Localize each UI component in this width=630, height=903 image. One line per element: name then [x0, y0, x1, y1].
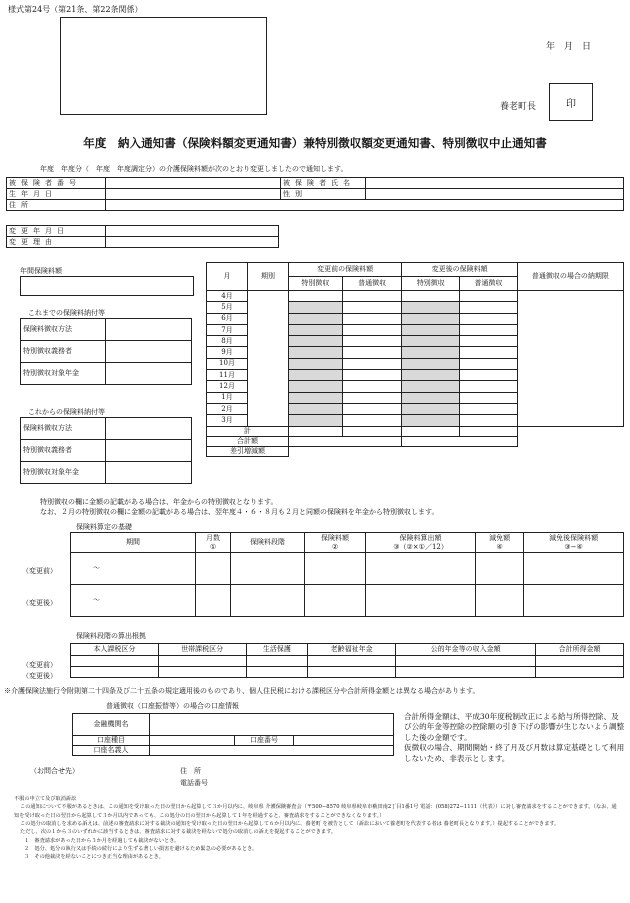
address-value [106, 200, 624, 211]
address-window [60, 17, 267, 115]
period-header: 期別 [248, 263, 289, 291]
income-after-cell [158, 667, 246, 678]
sex-value [366, 189, 624, 200]
before-special-cell [288, 415, 342, 426]
after-special-cell [402, 336, 460, 347]
total-blank [517, 426, 623, 436]
account-holder-value [150, 746, 394, 756]
grand-total-blank [517, 436, 623, 446]
before-special-cell [288, 381, 342, 392]
before-ordinary-cell [342, 392, 402, 403]
income-header: 生活保護 [246, 644, 308, 656]
after-ordinary-cell [460, 403, 518, 414]
income-header: 合計所得金額 [536, 644, 624, 656]
before-special-cell [288, 302, 342, 313]
appeal-paragraph-1: この通知について不服があるときは、この通知を受け取った日の翌日から起算して３か月以内に、岐阜県 介護保険審査会（〒500−8570 岐阜県岐阜市薮田南2丁目1番1号 電話：(058)272−1111（代表））に対し審査請求をすることができます。（なお、通知を受け取った日の翌日から起算して３か月以内であっても、この処分の日の翌日から起算して１年を経過すると、審査請求をすることができなくなります。） [14, 804, 617, 819]
after-special-cell [402, 302, 460, 313]
month-label: 4月 [207, 291, 248, 302]
income-after-cell [536, 667, 624, 678]
seal-stamp [549, 83, 593, 121]
grand-total-label: 合計額 [207, 436, 289, 446]
after-method-label: 保険料徴収方法 [21, 418, 106, 440]
basis-after-cell [196, 585, 231, 617]
income-header: 世帯課税区分 [158, 644, 246, 656]
before-ordinary-cell [342, 403, 402, 414]
month-label: 2月 [207, 403, 248, 414]
change-reason-value [106, 237, 279, 248]
bank-info-table [72, 713, 394, 756]
before-special-cell [288, 358, 342, 369]
period-cell [248, 291, 289, 427]
after-pension-label: 特別徴収対象年金 [21, 462, 106, 484]
before-ordinary-cell [342, 291, 402, 302]
seal-text: 印 [566, 98, 576, 110]
account-type-value [150, 736, 235, 746]
before-pension-value [106, 363, 192, 385]
month-header: 月 [207, 263, 248, 291]
account-type-label: 口座種目 [73, 736, 150, 746]
issue-date: 年 月 日 [546, 42, 592, 52]
after-special-cell [402, 324, 460, 335]
month-label: 7月 [207, 324, 248, 335]
before-ordinary-cell [342, 324, 402, 335]
after-pension-value [106, 462, 192, 484]
income-header: 老齢福祉年金 [308, 644, 396, 656]
after-special-cell [402, 358, 460, 369]
after-obligor-value [106, 440, 192, 462]
income-heading: 保険料段階の算出根拠 [76, 632, 146, 640]
basis-header: 減免額 ④ [476, 533, 524, 553]
account-number-value [294, 736, 394, 746]
account-holder-label: 口座名義人 [73, 746, 150, 756]
basis-row-before-label: （変更前） [22, 567, 57, 575]
after-ordinary-cell [460, 324, 518, 335]
month-label: 10月 [207, 358, 248, 369]
appeal-item: ３ その他裁決を経ないことにつき正当な理由があるとき。 [24, 854, 164, 861]
before-ordinary-cell [342, 347, 402, 358]
basis-before-cell [196, 553, 231, 585]
month-row [207, 291, 624, 302]
appeal-paragraph-2: この処分の取消しを求める訴えは、前述の審査請求に対する裁決の通知を受け取った日の翌日から起算して６か月以内に、養老町 を被告として（訴訟において養老町を代表する者は 養老町長となります。）提起することができます。 [20, 820, 560, 827]
before-method-value [106, 319, 192, 341]
insured-no-value [106, 178, 281, 189]
before-special-cell [288, 336, 342, 347]
basis-header: 保険料額 ② [305, 533, 366, 553]
basis-after-cell [365, 585, 475, 617]
after-ordinary-cell [460, 392, 518, 403]
total-label: 計 [207, 426, 289, 436]
after-special-cell [402, 313, 460, 324]
before-ordinary-cell [342, 415, 402, 426]
intro-text: 年度 年度分（ 年度 年度調定分）の介護保険料額が次のとおり変更しましたので通知します。 [40, 165, 348, 173]
change-reason-label: 変更理由 [7, 237, 106, 248]
basis-heading: 保険料算定の基礎 [76, 523, 132, 531]
before-ordinary-cell [342, 336, 402, 347]
before-heading: これまでの保険料納付等 [28, 309, 105, 317]
total-after-special [402, 426, 460, 436]
income-header: 本人課税区分 [71, 644, 159, 656]
income-before-cell [396, 656, 536, 667]
month-label: 5月 [207, 302, 248, 313]
form-number: 様式第24号（第21条、第22条関係） [8, 5, 143, 14]
after-ordinary-cell [460, 336, 518, 347]
income-row-before-label: （変更前） [22, 661, 57, 669]
after-special-cell [402, 381, 460, 392]
insured-no-label: 被保険者番号 [7, 178, 106, 189]
contact-phone: 電話番号 [180, 779, 208, 787]
before-special-cell [288, 392, 342, 403]
bank-heading: 普通徴収（口座振替等）の場合の口座情報 [106, 702, 239, 710]
insured-name-value [366, 178, 624, 189]
total-before-special [288, 426, 342, 436]
before-special-cell [288, 347, 342, 358]
before-ordinary-cell [342, 313, 402, 324]
before-special-cell [288, 291, 342, 302]
after-ordinary-cell [460, 302, 518, 313]
appeal-paragraph-3: ただし、次の１から３のいずれかに該当するときは、審査請求に対する裁決を経ないで処分の取消しの訴えを提起することができます。 [20, 829, 337, 836]
before-ordinary-header: 普通徴収 [342, 277, 402, 291]
basis-header: 保険料算出額 ③（②×①／12） [365, 533, 475, 553]
basis-after-cell [476, 585, 524, 617]
premium-basis-table [70, 532, 624, 617]
before-ordinary-cell [342, 358, 402, 369]
before-special-cell [288, 324, 342, 335]
basis-before-cell [305, 553, 366, 585]
month-label: 6月 [207, 313, 248, 324]
after-method-value [106, 418, 192, 440]
page-title: 年度 納入通知書（保険料額変更通知書）兼特別徴収額変更通知書、特別徴収中止通知書 [83, 136, 547, 150]
before-ordinary-cell [342, 381, 402, 392]
month-label: 3月 [207, 415, 248, 426]
after-special-cell [402, 415, 460, 426]
grand-total-after [402, 436, 517, 446]
income-before-cell [308, 656, 396, 667]
before-payment-table [20, 318, 192, 385]
institution-label: 金融機関名 [73, 714, 150, 736]
basis-after-cell [524, 585, 624, 617]
income-basis-table [70, 643, 624, 678]
after-ordinary-cell [460, 415, 518, 426]
income-note: 合計所得金額は、平成30年度税制改正による給与所得控除、及び公的年金等控除の控除額の引き下げの影響が生じないよう調整した後の金額です。 仮徴収の場合、期間開始・終了月及び月数は算定基礎として利用しないため、非表示とします。 [404, 712, 625, 763]
after-amount-header: 変更後の保険料額 [402, 263, 517, 277]
basis-before-period: 〜 [71, 553, 196, 585]
basis-after-period: 〜 [71, 585, 196, 617]
income-before-cell [158, 656, 246, 667]
before-amount-header: 変更前の保険料額 [288, 263, 402, 277]
income-before-cell [246, 656, 308, 667]
after-payment-table [20, 417, 192, 484]
insured-name-label: 被保険者氏名 [281, 178, 366, 189]
basis-row-after-label: （変更後） [22, 599, 57, 607]
institution-value [150, 714, 394, 736]
after-ordinary-cell [460, 358, 518, 369]
after-ordinary-cell [460, 291, 518, 302]
total-after-ordinary [460, 426, 518, 436]
basis-after-cell [305, 585, 366, 617]
before-special-cell [288, 403, 342, 414]
change-date-label: 変更年月日 [7, 226, 106, 237]
annual-premium-label: 年間保険料額 [20, 267, 62, 275]
annual-premium-box [20, 276, 194, 296]
mayor-title: 養老町長 [500, 102, 537, 112]
month-label: 12月 [207, 381, 248, 392]
basis-header: 期間 [71, 533, 196, 553]
total-before-ordinary [342, 426, 402, 436]
after-heading: これからの保険料納付等 [28, 408, 105, 416]
appeal-heading: 不服の申立て及び取消訴訟 [14, 796, 77, 802]
before-obligor-value [106, 341, 192, 363]
after-ordinary-cell [460, 370, 518, 381]
contact-address: 住 所 [180, 767, 201, 775]
appeal-notice [14, 795, 620, 862]
basis-before-cell [365, 553, 475, 585]
due-date-header: 普通徴収の場合の納期限 [517, 263, 623, 291]
due-date-cell [517, 291, 623, 427]
difference-blank [517, 446, 623, 456]
after-special-cell [402, 403, 460, 414]
month-label: 1月 [207, 392, 248, 403]
change-date-value [106, 226, 279, 237]
change-info-table [6, 225, 279, 248]
before-special-cell [288, 313, 342, 324]
before-pension-label: 特別徴収対象年金 [21, 363, 106, 385]
difference-label: 差引増減額 [207, 446, 289, 456]
after-special-cell [402, 291, 460, 302]
after-ordinary-cell [460, 313, 518, 324]
income-after-cell [308, 667, 396, 678]
before-special-header: 特別徴収 [288, 277, 342, 291]
basis-header: 減免後保険料額 ③−④ [524, 533, 624, 553]
contact-label: （お問合せ先） [30, 767, 79, 775]
birth-value [106, 189, 281, 200]
birth-label: 生年月日 [7, 189, 106, 200]
before-method-label: 保険料徴収方法 [21, 319, 106, 341]
appeal-item: １ 審査請求があった日から３か月を経過しても裁決がないとき。 [24, 837, 180, 844]
after-obligor-label: 特別徴収義務者 [21, 440, 106, 462]
before-special-cell [288, 370, 342, 381]
sex-label: 性別 [281, 189, 366, 200]
law-footnote: ※介護保険法施行令附則第二十四条及び二十五条の規定適用後のものであり、個人住民税における課税区分や合計所得金額とは異なる場合があります。 [4, 687, 480, 695]
income-before-cell [536, 656, 624, 667]
note-special: 特別徴収の欄に金額の記載がある場合は、年金からの特別徴収となります。 [40, 498, 278, 506]
before-ordinary-cell [342, 370, 402, 381]
before-ordinary-cell [342, 302, 402, 313]
month-label: 11月 [207, 370, 248, 381]
difference-value [288, 446, 517, 456]
after-special-header: 特別徴収 [402, 277, 460, 291]
after-ordinary-cell [460, 381, 518, 392]
account-number-label: 口座番号 [235, 736, 294, 746]
appeal-item: ２ 処分、処分の執行又は手続の続行により生ずる著しい損害を避けるため緊急の必要があるとき。 [24, 845, 258, 852]
after-special-cell [402, 392, 460, 403]
basis-after-cell [231, 585, 305, 617]
month-label: 9月 [207, 347, 248, 358]
basis-before-cell [524, 553, 624, 585]
insured-info-table [6, 177, 624, 211]
basis-header: 月数 ① [196, 533, 231, 553]
income-row-after-label: （変更後） [22, 672, 57, 680]
before-obligor-label: 特別徴収義務者 [21, 341, 106, 363]
after-special-cell [402, 370, 460, 381]
after-special-cell [402, 347, 460, 358]
basis-before-cell [231, 553, 305, 585]
after-ordinary-cell [460, 347, 518, 358]
monthly-premium-table [206, 262, 624, 457]
month-label: 8月 [207, 336, 248, 347]
grand-total-before [288, 436, 402, 446]
basis-header: 保険料段階 [231, 533, 305, 553]
income-header: 公的年金等の収入金額 [396, 644, 536, 656]
income-before-cell [71, 656, 159, 667]
income-after-cell [396, 667, 536, 678]
income-after-cell [71, 667, 159, 678]
after-ordinary-header: 普通徴収 [460, 277, 518, 291]
income-after-cell [246, 667, 308, 678]
address-label: 住所 [7, 200, 106, 211]
basis-before-cell [476, 553, 524, 585]
note-february: なお、２月の特別徴収の欄に金額の記載がある場合は、翌年度４・６・８月も２月と同額の保険料を年金から特別徴収します。 [40, 508, 439, 516]
